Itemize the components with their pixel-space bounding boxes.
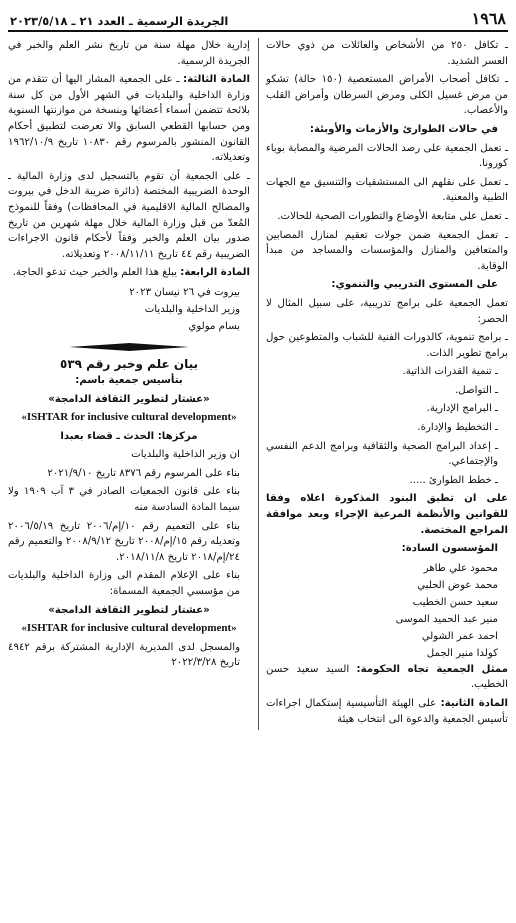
paragraph: بناء على المرسوم رقم ٨٣٧٦ تاريخ ٢٠٢١/٩/١٠ — [47, 467, 240, 479]
section-heading: في حالات الطوارئ والأزمات والأوبئة: — [309, 123, 498, 135]
list-item: ـ خطط الطوارئ ..... — [409, 474, 498, 486]
article-text: على الهيئة التأسيسية إستكمال اجراءات تأسيس الجمعية والدعوة الى انتخاب هيئة — [266, 698, 508, 725]
association-name-ar: «عشتار لتطوير الثقافة الدامجة» — [48, 393, 210, 405]
representative — [266, 662, 508, 693]
article-label: المادة الثانية: — [440, 698, 508, 709]
columns — [8, 38, 508, 730]
headquarters: مركزها: الحدث ـ قضاء بعبدا — [60, 430, 198, 442]
paragraph: إدارية خلال مهلة سنة من تاريخ نشر العلم والخبر في الجريدة الرسمية. — [8, 40, 250, 67]
notice-title: بيان علم وخبر رقم ٥٣٩ — [60, 356, 198, 371]
notice-subtitle: بتأسيس جمعية باسم: — [75, 374, 183, 386]
list-item: ـ إعداد البرامج الصحية والثقافية وبرامج الدعم النفسي والإجتماعي. — [266, 440, 498, 468]
founder-name: سعيد حسن الخطيب — [412, 596, 498, 608]
founders-title: المؤسسون السادة: — [401, 543, 498, 555]
paragraph: بناء على التعميم رقم ١٠/إم/٢٠٠٦ تاريخ ٢٠٠٦/٥/١٩ وتعديله رقم ١٥/إم/٢٠٠٨ تاريخ ٢٠٠٨/٩/١٢ والتعميم رقم ٢٤/إم/٢٠١٨ تاريخ ٢٠١٨/١١/٨. — [8, 520, 241, 563]
paragraph: ـ تكافل أصحاب الأمراض المستعصية (١٥٠ حالة) تشكو من مرض غسيل الكلى ومرض السرطان وأمراض القلب والأعصاب. — [266, 74, 508, 117]
paragraph: ـ تعمل الجمعية ضمن جولات تعقيم لمنازل المصابين والمتعافين والمنازل والمؤسسات والمساجد من مبدأ الوقاية. — [266, 229, 508, 272]
left-column — [8, 38, 250, 730]
article-two — [266, 696, 508, 727]
section-heading: على المستوى التدريبي والتنموي: — [331, 279, 498, 291]
article-four — [8, 265, 250, 281]
minister-name: بسام مولوي — [188, 320, 240, 332]
founders-list — [266, 560, 508, 662]
list-item: ـ البرامج الإدارية. — [426, 403, 498, 415]
column-divider — [258, 38, 259, 730]
paragraph: بناء على قانون الجمعيات الصادر في ٣ آب ١٩٠٩ ولا سيما المادة السادسة منه — [8, 486, 240, 514]
article-text: يبلغ هذا العلم والخبر حيث تدعو الحاجة. — [12, 267, 181, 279]
founder-name: محمود علي طاهر — [423, 562, 498, 574]
association-name-en: «ISHTAR for inclusive cultural development» — [21, 622, 237, 635]
ornament-icon — [69, 343, 189, 351]
right-column — [266, 38, 508, 730]
list-item: ـ التواصل. — [455, 384, 498, 396]
list-item: ـ تنمية القدرات الذاتية. — [402, 366, 498, 378]
paragraph: ـ تعمل على متابعة الأوضاع والتطورات الصحية للحالات. — [277, 210, 508, 222]
rep-label: ممثل الجمعية تجاه الحكومة: — [356, 663, 508, 675]
page-number: ١٩٦٨ — [471, 9, 506, 28]
paragraph: على ان تطبق البنود المذكورة اعلاه وفقا للقوانين والأنظمة المرعية الإجراء وبعد موافقة المراجع المختصة. — [266, 493, 508, 536]
paragraph: ـ تعمل الجمعية على رصد الحالات المرضية والمصابة بوباء كورونا. — [266, 142, 508, 170]
paragraph: بناء على الإعلام المقدم الى وزارة الداخلية والبلديات من مؤسسي الجمعية المسماة: — [8, 570, 240, 598]
rep-name: السيد سعيد حسن الخطيب. — [266, 663, 508, 691]
founder-name: احمد عمر الشولي — [421, 630, 498, 642]
paragraph: والمسجل لدى المديرية الإدارية المشتركة برقم ٤٩٤٢ تاريخ ٢٠٢٢/٣/٢٨ — [8, 641, 240, 669]
date-line: بيروت في ٢٦ نيسان ٢٠٢٣ — [129, 286, 240, 298]
page-header — [8, 6, 508, 32]
association-name-en: «ISHTAR for inclusive cultural development» — [21, 411, 237, 424]
paragraph: ـ برامج تنموية، كالدورات الفنية للشباب والمتطوعين حول برامج تطوير الذات. — [266, 332, 508, 359]
association-name-ar: «عشتار لتطوير الثقافة الدامجة» — [48, 604, 210, 616]
paragraph: ـ تكافل ٢٥٠ من الأشخاص والعائلات من ذوي حالات العسر الشديد. — [266, 40, 508, 67]
paragraph: تعمل الجمعية على برامج تدريبية، على سبيل المثال لا الحصر: — [266, 297, 508, 325]
paragraph: ان وزير الداخلية والبلديات — [131, 449, 240, 461]
article-label: المادة الثالثة: — [183, 74, 250, 86]
founder-name: منير عبد الحميد الموسى — [395, 613, 498, 625]
paragraph: ـ تعمل على نقلهم الى المستشفيات والتنسيق مع الجهات الطبية والمعنية. — [266, 176, 508, 204]
article-text: ـ على الجمعية المشار اليها أن تتقدم من وزارة الداخلية والبلديات في الشهر الأول من كل سنة بلائحة تتضمن أسماء أعضائها وبنسخة من موازنتها السنوية ومن حسابها القطعي السابق والا تعرضت لتطبيق أحكام القانون المنشور بالمرسوم رقم ١٠٨٣٠ تاريخ ١٩٦٢/١٠/٩ وتعديلاته. — [8, 74, 251, 164]
list-item: ـ التخطيط والإدارة. — [417, 422, 498, 434]
separator-ornament — [8, 343, 250, 351]
founder-name: محمد عوض الحلبي — [417, 579, 498, 591]
minister-title: وزير الداخلية والبلديات — [144, 303, 240, 315]
gazette-title: الجريدة الرسمية ـ العدد ٢١ ـ ٢٠٢٣/٥/١٨ — [10, 14, 229, 28]
signature-block — [8, 284, 250, 335]
article-label: المادة الرابعة: — [180, 267, 250, 279]
paragraph: ـ على الجمعية أن تقوم بالتسجيل لدى وزارة المالية ـ الوحدة الضريبية المختصة (دائرة ضريبة الدخل في بيروت والمصالح المالية الاقليمية في المحافظات) وفقاً للنموذج المُعدّ من قبل وزارة المالية خلال مهلة شهرين من تاريخ صدور بيان العلم والخبر وفقاً لأحكام قانون الاجراءات الضريبية رقم ٤٤ تاريخ ٢٠٠٨/١١/١١ وتعديلاته. — [8, 170, 250, 260]
founder-name: كولدا منير الجمل — [426, 647, 498, 659]
article-three — [8, 72, 250, 166]
